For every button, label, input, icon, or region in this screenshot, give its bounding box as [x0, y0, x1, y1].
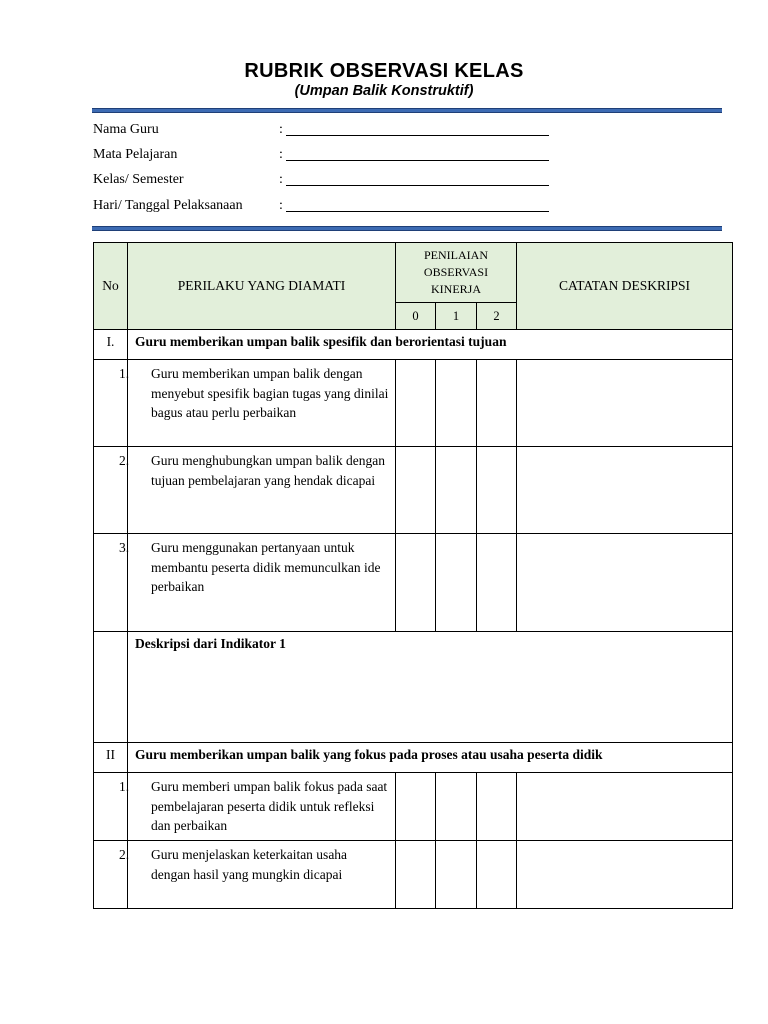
- item-number: 2.: [119, 847, 130, 862]
- score-cell-2[interactable]: [477, 773, 517, 841]
- score-cell-2[interactable]: [477, 534, 517, 632]
- indicator-item: [119, 360, 396, 447]
- indicator-item: [119, 773, 396, 841]
- rubric-table: [93, 242, 733, 909]
- table-row: [94, 841, 733, 909]
- table-row: [94, 360, 733, 447]
- info-label: Nama Guru: [93, 122, 159, 137]
- score-cell-0[interactable]: [396, 360, 436, 447]
- document-title: RUBRIK OBSERVASI KELAS: [244, 60, 524, 82]
- info-separator: :: [279, 198, 283, 213]
- score-header-1: 1: [436, 303, 477, 330]
- score-cell-1[interactable]: [436, 534, 477, 632]
- header-assessment: [396, 243, 517, 303]
- description-row: [94, 632, 733, 743]
- section-title: Guru memberikan umpan balik yang fokus pada proses atau usaha peserta didik: [128, 743, 733, 773]
- score-cell-1[interactable]: [436, 360, 477, 447]
- indicator-item: [119, 841, 396, 909]
- notes-cell[interactable]: [517, 773, 733, 841]
- table-row: [94, 534, 733, 632]
- header-assessment-line: PENILAIAN: [424, 248, 488, 262]
- header-behavior: PERILAKU YANG DIAMATI: [128, 243, 396, 330]
- score-cell-0[interactable]: [396, 534, 436, 632]
- score-cell-1[interactable]: [436, 773, 477, 841]
- info-label: Mata Pelajaran: [93, 147, 178, 162]
- notes-cell[interactable]: [517, 534, 733, 632]
- score-header-0: 0: [396, 303, 436, 330]
- item-text: Guru menggunakan pertanyaan untuk membantu peserta didik memunculkan ide perbaikan: [151, 540, 381, 594]
- score-header-2: 2: [477, 303, 517, 330]
- score-cell-1[interactable]: [436, 447, 477, 534]
- score-cell-2[interactable]: [477, 841, 517, 909]
- section-title: Guru memberikan umpan balik spesifik dan berorientasi tujuan: [128, 330, 733, 360]
- top-divider: [92, 108, 722, 113]
- item-text: Guru memberikan umpan balik dengan menyebut spesifik bagian tugas yang dinilai bagus atau perlu perbaikan: [151, 366, 389, 420]
- info-fill-line[interactable]: [286, 160, 549, 161]
- indicator-item: [119, 447, 396, 534]
- score-cell-1[interactable]: [436, 841, 477, 909]
- bottom-divider: [92, 226, 722, 231]
- notes-cell[interactable]: [517, 360, 733, 447]
- item-text: Guru menjelaskan keterkaitan usaha dengan hasil yang mungkin dicapai: [151, 847, 348, 882]
- item-text: Guru menghubungkan umpan balik dengan tujuan pembelajaran yang hendak dicapai: [151, 453, 385, 488]
- section-number: I.: [94, 330, 128, 360]
- score-cell-2[interactable]: [477, 447, 517, 534]
- score-cell-2[interactable]: [477, 360, 517, 447]
- info-separator: :: [279, 147, 283, 162]
- header-no: No: [94, 243, 128, 330]
- header-assessment-line: KINERJA: [431, 282, 481, 296]
- item-number: 3.: [119, 540, 130, 555]
- description-field[interactable]: Deskripsi dari Indikator 1: [128, 632, 733, 743]
- indicator-item: [119, 534, 396, 632]
- info-label: Hari/ Tanggal Pelaksanaan: [93, 198, 243, 213]
- item-number: 2.: [119, 453, 130, 468]
- section-row: [94, 743, 733, 773]
- header-assessment-line: OBSERVASI: [423, 265, 489, 279]
- item-number: 1.: [119, 366, 130, 381]
- item-text: Guru memberi umpan balik fokus pada saat pembelajaran peserta didik untuk refleksi dan perbaikan: [151, 779, 388, 833]
- score-cell-0[interactable]: [396, 773, 436, 841]
- table-row: [94, 447, 733, 534]
- document-subtitle: (Umpan Balik Konstruktif): [294, 83, 474, 99]
- row-no-cell: [94, 632, 128, 743]
- header-notes: CATATAN DESKRIPSI: [517, 243, 733, 330]
- section-number: II: [94, 743, 128, 773]
- section-row: [94, 330, 733, 360]
- item-number: 1.: [119, 779, 130, 794]
- info-fill-line[interactable]: [286, 211, 549, 212]
- notes-cell[interactable]: [517, 447, 733, 534]
- info-separator: :: [279, 122, 283, 137]
- info-label: Kelas/ Semester: [93, 172, 184, 187]
- score-cell-0[interactable]: [396, 841, 436, 909]
- notes-cell[interactable]: [517, 841, 733, 909]
- info-fill-line[interactable]: [286, 135, 549, 136]
- table-row: [94, 773, 733, 841]
- score-cell-0[interactable]: [396, 447, 436, 534]
- info-separator: :: [279, 172, 283, 187]
- info-fill-line[interactable]: [286, 185, 549, 186]
